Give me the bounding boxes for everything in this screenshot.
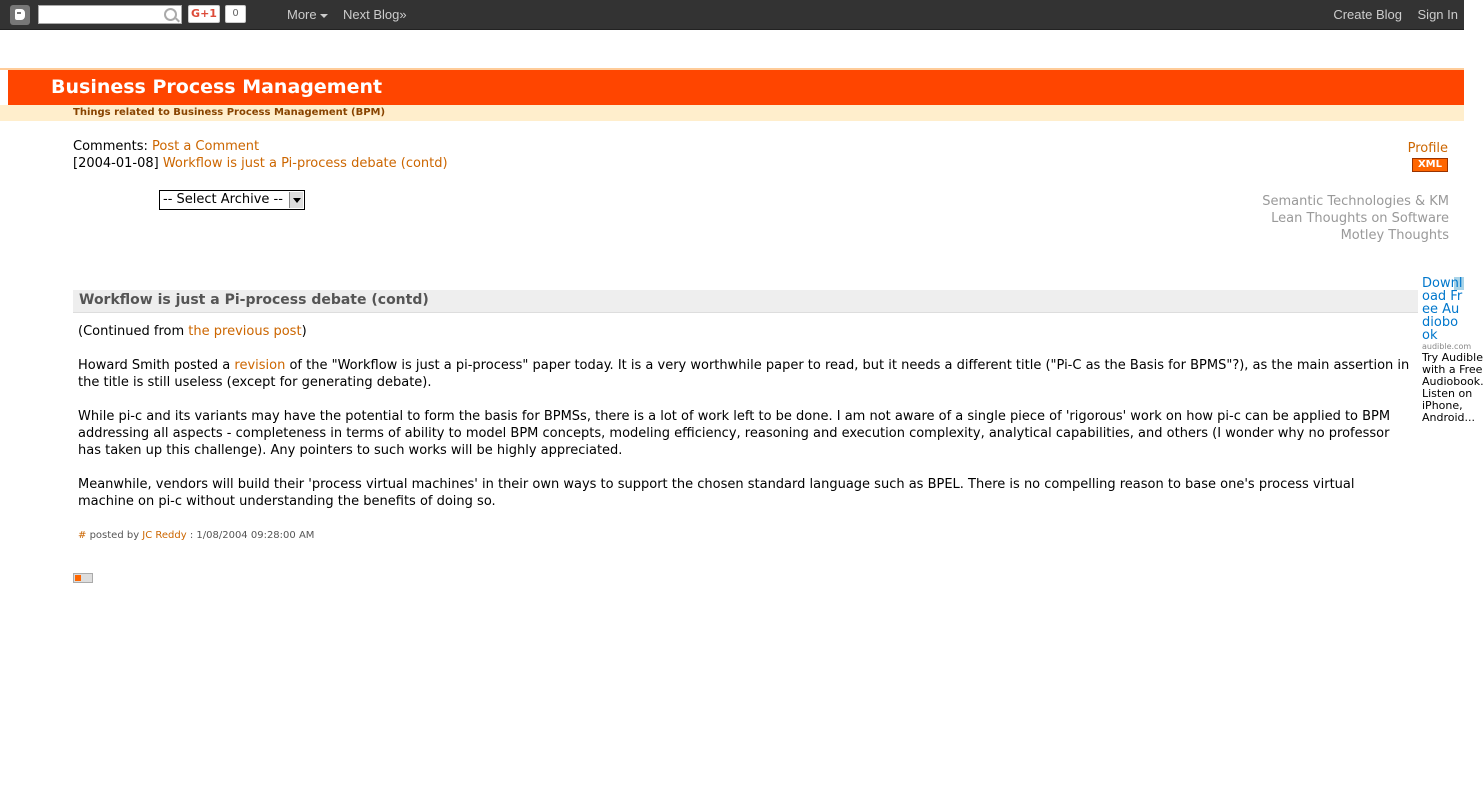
post-paragraph — [78, 323, 1414, 340]
ad-text-line: Listen on — [1422, 387, 1473, 400]
ad-unit[interactable] — [1422, 276, 1484, 424]
ad-url[interactable]: audible.com — [1422, 342, 1472, 351]
post-text: ) — [301, 324, 307, 339]
ad-text-line: Audiobook. — [1422, 375, 1484, 388]
post-paragraph — [78, 357, 1414, 391]
revision-link[interactable]: revision — [234, 358, 286, 373]
powered-by-blogger-icon[interactable] — [73, 573, 93, 583]
post-text: of the "Workflow is just a pi-process" paper today. It is a very worthwhile paper to read, but it needs a different title ("Pi-C as the Basis for BPMS"?), as the main assertion in the title is still useless (except for generating debate). — [78, 358, 1410, 390]
ad-title[interactable]: Download Free Audiobook — [1422, 276, 1463, 343]
blog-header — [8, 70, 1464, 105]
create-blog-link[interactable]: Create Blog — [1333, 7, 1402, 22]
blog-description: Things related to Business Process Management (BPM) — [73, 107, 386, 118]
post-footer — [78, 529, 314, 543]
xml-feed-button[interactable]: XML — [1412, 158, 1448, 172]
ad-text-line: Try Audible — [1422, 351, 1483, 364]
post-paragraph: Meanwhile, vendors will build their 'process virtual machines' in their own ways to support the chosen standard language such as BPEL. There is no compelling reason to base one's process virtual machine on pi-c without understanding the benefits of doing so. — [78, 477, 1355, 509]
blogger-logo-icon[interactable] — [10, 5, 30, 25]
search-input[interactable] — [38, 5, 182, 24]
profile-link[interactable]: Profile — [1407, 141, 1448, 156]
blogger-navbar — [0, 0, 1464, 30]
post-body — [78, 323, 1414, 527]
ad-text-line: with a Free — [1422, 363, 1483, 376]
sidebar-link-lean[interactable]: Lean Thoughts on Software — [1271, 211, 1449, 226]
next-blog-link[interactable]: Next Blog» — [343, 7, 407, 22]
sidebar-links — [1262, 193, 1449, 244]
post-paragraph: While pi-c and its variants may have the potential to form the basis for BPMSs, there is a lot of work left to be done. I am not aware of a single piece of 'rigorous' work on how pi-c can be applied to BPM addressing all aspects - completeness in terms of ability to model BPM concepts, modeling efficiency, reasoning and execution complexity, analytical capabilities, and others (I wonder why no professor has taken up this challenge). Any pointers to such works will be highly appreciated. — [78, 409, 1391, 458]
blog-title[interactable]: Business Process Management — [51, 76, 383, 98]
archive-select[interactable] — [159, 190, 305, 210]
post-timestamp: : 1/08/2004 09:28:00 AM — [186, 530, 315, 541]
archive-selected-value: -- Select Archive -- — [163, 192, 283, 207]
post-text: Howard Smith posted a — [78, 358, 235, 373]
comments-prefix: Comments: — [73, 139, 152, 154]
sidebar-link-semantic[interactable]: Semantic Technologies & KM — [1262, 194, 1449, 209]
posted-by-text: posted by — [86, 530, 143, 541]
search-icon[interactable] — [164, 8, 177, 21]
comment-date: [2004-01-08] — [73, 156, 163, 171]
chevron-down-icon[interactable] — [289, 192, 303, 208]
comments-section — [73, 138, 448, 172]
ad-text-line: iPhone, — [1422, 399, 1463, 412]
comments-line — [73, 138, 448, 155]
chevron-down-icon — [320, 14, 328, 18]
previous-post-link[interactable]: the previous post — [188, 324, 302, 339]
comment-entry — [73, 155, 448, 172]
comment-post-link[interactable]: Workflow is just a Pi-process debate (contd) — [162, 156, 448, 171]
more-label: More — [287, 7, 317, 22]
description-bar — [0, 105, 1464, 121]
gplus-count: 0 — [225, 5, 246, 23]
post-title: Workflow is just a Pi-process debate (contd) — [73, 290, 1418, 313]
post-comment-link[interactable]: Post a Comment — [151, 139, 260, 154]
ad-text-line: Android... — [1422, 411, 1476, 424]
more-menu[interactable] — [287, 7, 328, 22]
post-text: (Continued from — [78, 324, 189, 339]
permalink[interactable]: # — [78, 530, 87, 541]
author-link[interactable]: JC Reddy — [142, 530, 187, 541]
sign-in-link[interactable]: Sign In — [1417, 7, 1458, 22]
gplus-button[interactable]: G+1 — [188, 5, 220, 23]
sidebar-link-motley[interactable]: Motley Thoughts — [1340, 228, 1449, 243]
